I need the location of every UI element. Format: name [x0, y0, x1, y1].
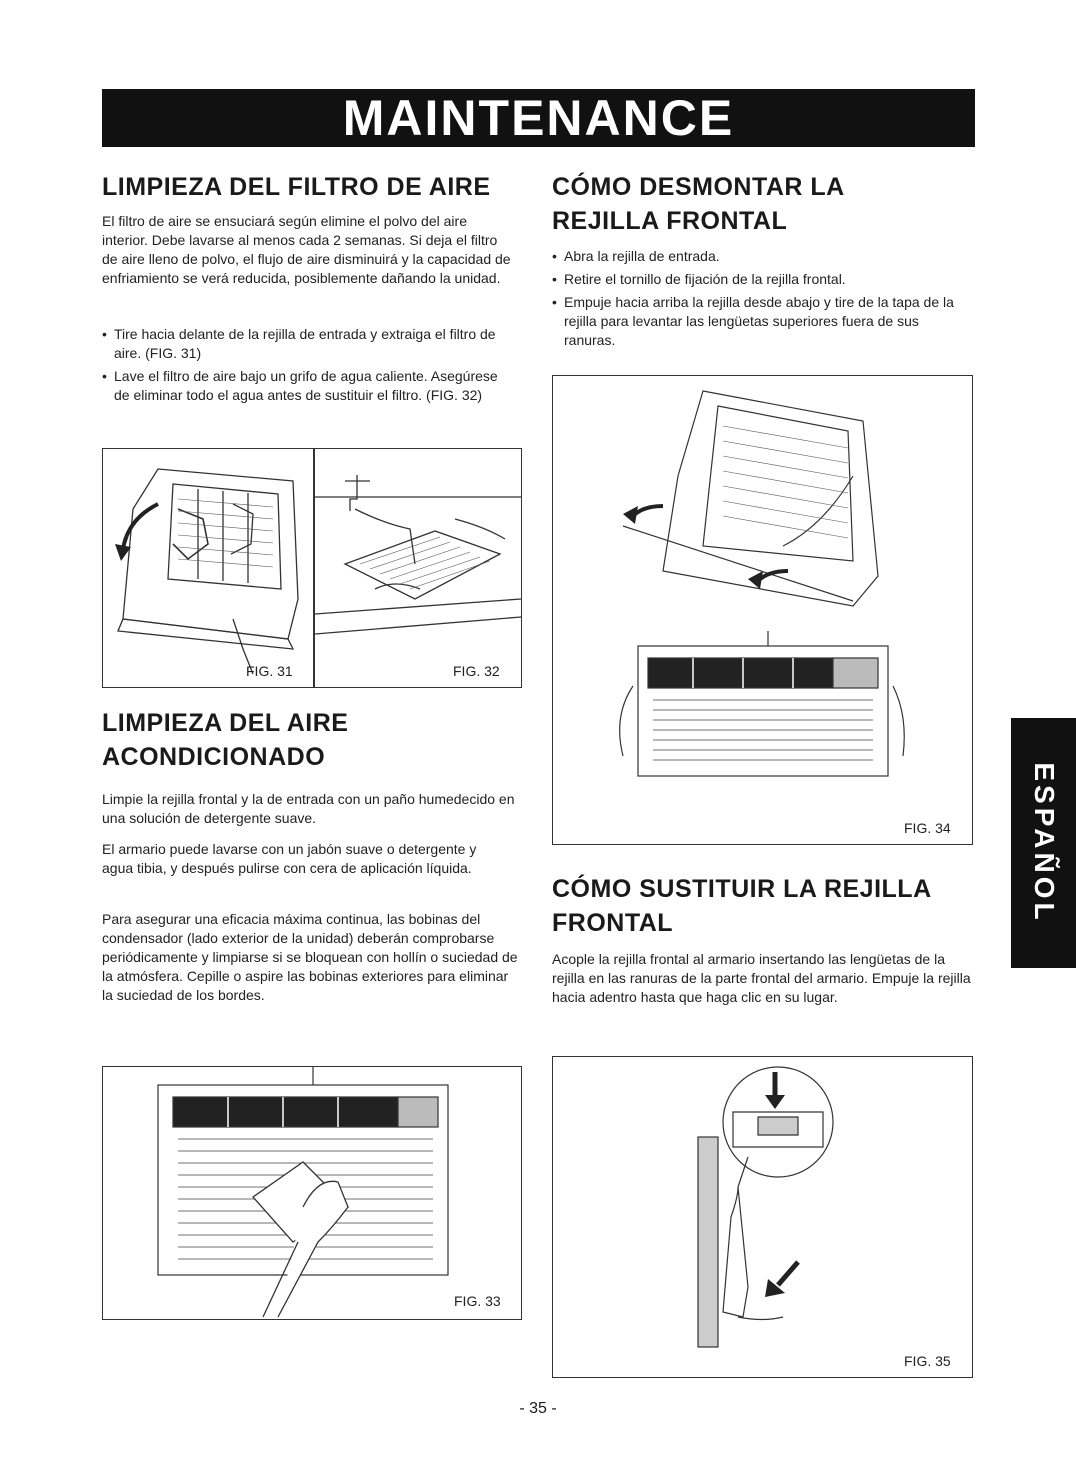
list-item: • Empuje hacia arriba la rejilla desde abajo y tire de la tapa de la rejilla para levantar las lengüetas superiores fuera de sus ranuras.: [552, 293, 967, 350]
grille-removal-illustration: [553, 376, 972, 844]
figure-31: [102, 448, 314, 688]
remove-grille-heading: CÓMO DESMONTAR LA REJILLA FRONTAL: [552, 173, 845, 235]
figure-34: [552, 375, 973, 845]
page-banner: MAINTENANCE: [102, 89, 975, 147]
grille-replacement-illustration: [553, 1057, 972, 1377]
figure-33: [102, 1066, 522, 1320]
language-label: ESPAÑOL: [1028, 762, 1060, 924]
cleaning-paragraph-3: Para asegurar una eficacia máxima continua, las bobinas del condensador (lado exterior de la unidad) deberán comprobarse periódicamente y limpiarse si se bloquean con hollín o suciedad de la atmósfera. Cepille o aspire las bobinas exteriores para eliminar la suciedad de los bordes.: [102, 911, 518, 1003]
fig-33-label: FIG. 33: [454, 1293, 501, 1309]
list-item: • Lave el filtro de aire bajo un grifo de agua caliente. Asegúrese de eliminar todo el agua antes de sustituir el filtro. (FIG. 32): [102, 367, 517, 405]
remove-grille-bullets: [552, 247, 967, 354]
filter-bullets: [102, 325, 517, 409]
fig-34-label: FIG. 34: [904, 820, 951, 836]
list-item: • Retire el tornillo de fijación de la rejilla frontal.: [552, 270, 967, 289]
page-number: - 35 -: [519, 1400, 557, 1417]
language-side-tab: [1011, 718, 1076, 968]
fig-35-label: FIG. 35: [904, 1353, 951, 1369]
cleaning-paragraph-1: Limpie la rejilla frontal y la de entrada con un paño humedecido en una solución de detergente suave.: [102, 791, 515, 826]
grille-wiping-illustration: [103, 1067, 521, 1319]
replace-grille-paragraph: Acople la rejilla frontal al armario insertando las lengüetas de la rejilla en las ranuras de la parte frontal del armario. Empuje la rejilla hacia adentro hasta que haga clic en su lugar.: [552, 951, 971, 1005]
filter-heading: LIMPIEZA DEL FILTRO DE AIRE: [102, 173, 491, 201]
replace-grille-heading: CÓMO SUSTITUIR LA REJILLA FRONTAL: [552, 875, 932, 937]
filter-paragraph: El filtro de aire se ensuciará según elimine el polvo del aire interior. Debe lavarse al menos cada 2 semanas. Si deja el filtro de aire lleno de polvo, el flujo de aire disminuirá y la capacidad de enfriamiento se verá reducida, posiblemente dañando la unidad.: [102, 213, 511, 286]
figure-35: [552, 1056, 973, 1378]
fig-31-label: FIG. 31: [246, 663, 293, 679]
fig-32-label: FIG. 32: [453, 663, 500, 679]
list-item: • Tire hacia delante de la rejilla de entrada y extraiga el filtro de aire. (FIG. 31): [102, 325, 517, 363]
cleaning-paragraph-2: El armario puede lavarse con un jabón suave o detergente y agua tibia, y después pulirse con cera de aplicación líquida.: [102, 841, 477, 876]
cleaning-heading: LIMPIEZA DEL AIRE ACONDICIONADO: [102, 709, 349, 771]
filter-washing-illustration: [315, 449, 521, 687]
filter-removal-illustration: [103, 449, 313, 687]
figure-32: [314, 448, 522, 688]
list-item: • Abra la rejilla de entrada.: [552, 247, 967, 266]
